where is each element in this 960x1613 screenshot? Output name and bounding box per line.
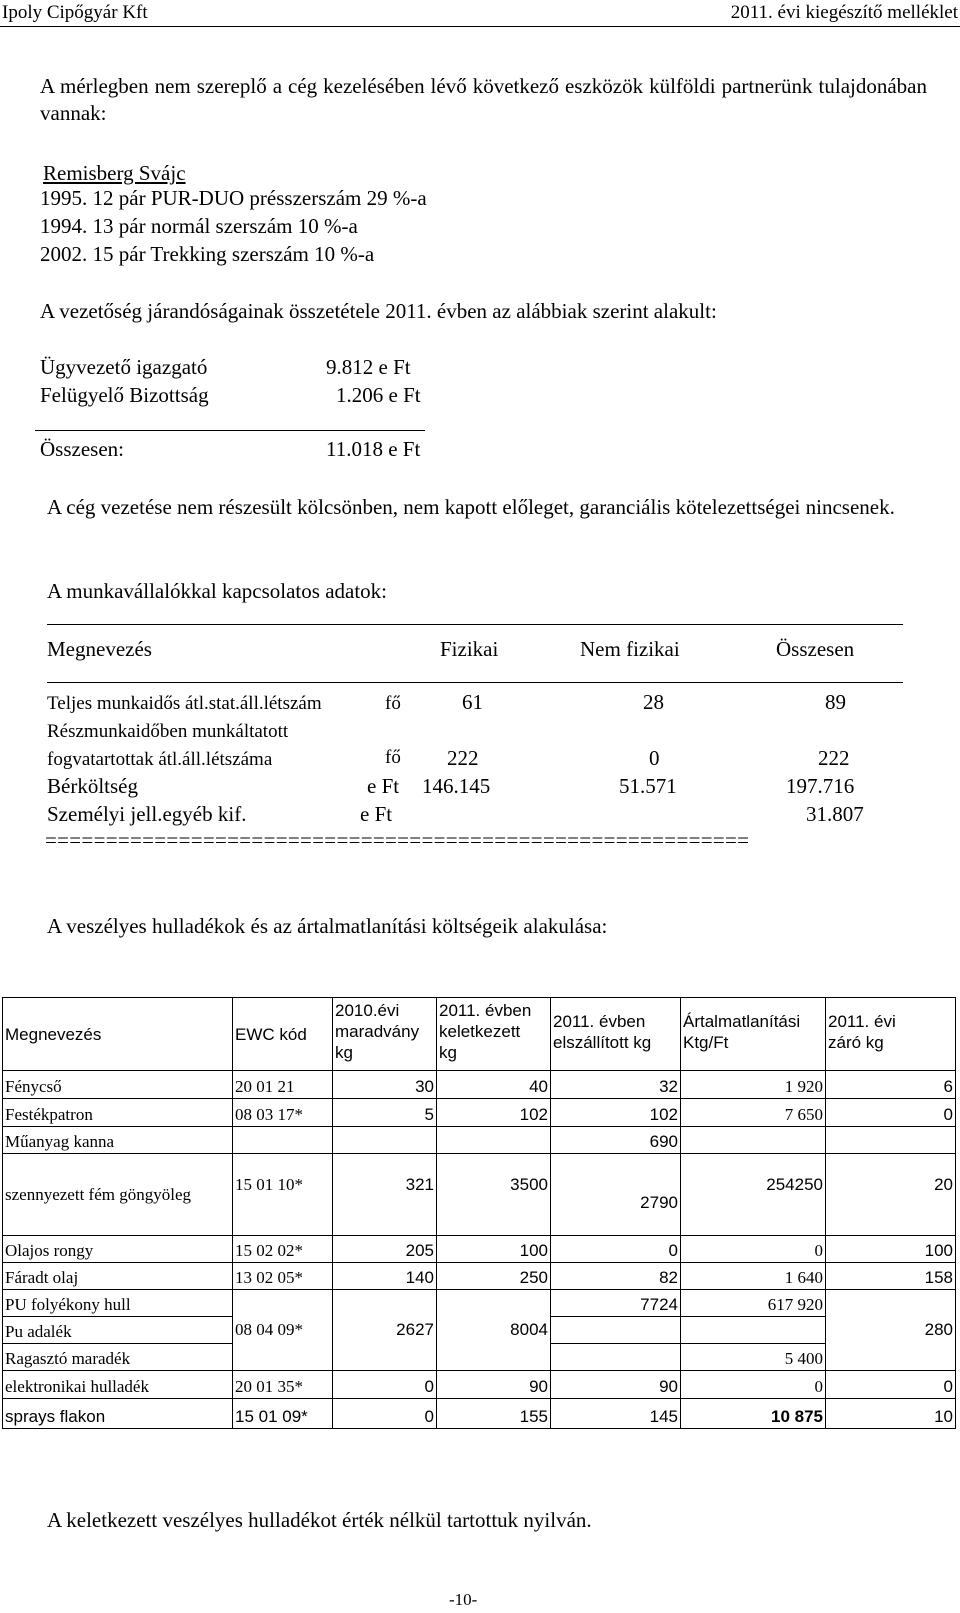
page-header — [0, 0, 960, 27]
th-line: keletkezett — [439, 1022, 521, 1041]
assets-owner: Remisberg Svájc — [43, 161, 186, 185]
table-row — [3, 1399, 956, 1429]
cell-gen: 3500 — [437, 1154, 551, 1236]
cell-rem: 321 — [333, 1154, 437, 1236]
employee-row-nem-fizikai: 51.571 — [619, 774, 677, 798]
th-gen2011 — [437, 998, 551, 1071]
asset-item: 1994. 13 pár normál szerszám 10 %-a — [40, 214, 358, 238]
cell-exp: 2790 — [551, 1154, 681, 1236]
asset-item: 1995. 12 pár PUR-DUO présszerszám 29 %-a — [40, 186, 427, 210]
table-row — [3, 1371, 956, 1399]
remuneration-total-label: Összesen: — [40, 437, 124, 461]
table-header-row — [3, 998, 956, 1071]
cell-ewc: 08 03 17* — [233, 1099, 333, 1127]
employee-row-osszesen: 31.807 — [806, 802, 864, 826]
employees-top-rule — [47, 624, 903, 625]
employee-row-fizikai: 146.145 — [422, 774, 491, 798]
cell-ewc: 15 01 09* — [233, 1399, 333, 1429]
cell-cost: 10 875 — [681, 1399, 826, 1429]
remuneration-value: 1.206 e Ft — [336, 383, 421, 407]
cell-rem: 0 — [333, 1371, 437, 1399]
remuneration-label: Ügyvezető igazgató — [40, 355, 208, 379]
cell-name: Fáradt olaj — [3, 1263, 233, 1290]
cell-exp: 90 — [551, 1371, 681, 1399]
cell-exp: 0 — [551, 1236, 681, 1263]
table-row — [3, 1099, 956, 1127]
cell-close: 280 — [826, 1290, 956, 1371]
employee-row-fizikai: 61 — [462, 690, 483, 714]
th-line: 2011. évben — [553, 1012, 646, 1031]
employee-row-label-line1: Részmunkaidőben munkáltatott — [47, 721, 289, 742]
cell-name: Festékpatron — [3, 1099, 233, 1127]
cell-name: Műanyag kanna — [3, 1127, 233, 1154]
waste-table — [2, 997, 956, 1429]
cell-gen: 8004 — [437, 1290, 551, 1371]
cell-rem — [333, 1127, 437, 1154]
employee-row-osszesen: 197.716 — [786, 774, 855, 798]
col-header-fizikai: Fizikai — [440, 637, 499, 661]
document-title: 2011. évi kiegészítő melléklet — [730, 2, 958, 23]
cell-gen — [437, 1127, 551, 1154]
cell-cost: 7 650 — [681, 1099, 826, 1127]
cell-close — [826, 1127, 956, 1154]
cell-close: 0 — [826, 1099, 956, 1127]
th-line: maradvány — [335, 1022, 420, 1041]
cell-name: Olajos rongy — [3, 1236, 233, 1263]
cell-cost: 617 920 — [681, 1290, 826, 1317]
cell-exp: 145 — [551, 1399, 681, 1429]
loans-text: A cég vezetése nem részesült kölcsönben, nem kapott előleget, garanciális kötelezettségei nincsenek. — [47, 495, 895, 519]
employee-row-label: Bérköltség — [47, 774, 138, 798]
double-line-separator: ========================================================== — [45, 828, 750, 852]
cell-gen: 90 — [437, 1371, 551, 1399]
cell-name: szennyezett fém göngyöleg — [3, 1154, 233, 1236]
assets-intro: A mérlegben nem szereplő a cég kezelésében lévő következő eszközök külföldi partnerünk tulajdonában vannak: — [40, 74, 927, 125]
cell-name: PU folyékony hull — [3, 1290, 233, 1317]
th-line: Ártalmatlanítási — [683, 1012, 801, 1031]
cell-gen: 155 — [437, 1399, 551, 1429]
cell-name: Ragasztó maradék — [3, 1344, 233, 1371]
cell-name: Pu adalék — [3, 1317, 233, 1344]
col-header-nem-fizikai: Nem fizikai — [580, 637, 680, 661]
cell-rem: 0 — [333, 1399, 437, 1429]
cell-name: elektronikai hulladék — [3, 1371, 233, 1399]
cell-ewc: 08 04 09* — [233, 1290, 333, 1371]
cell-cost: 0 — [681, 1236, 826, 1263]
waste-title: A veszélyes hulladékok és az ártalmatlanítási költségeik alakulása: — [47, 914, 608, 938]
cell-cost: 0 — [681, 1371, 826, 1399]
employee-row-unit: fő — [385, 693, 401, 714]
cell-exp: 7724 — [551, 1290, 681, 1317]
cell-exp — [551, 1344, 681, 1371]
cell-close: 100 — [826, 1236, 956, 1263]
closing-text: A keletkezett veszélyes hulladékot érték nélkül tartottuk nyilván. — [47, 1508, 592, 1532]
cell-close: 6 — [826, 1071, 956, 1099]
cell-close: 10 — [826, 1399, 956, 1429]
cell-ewc — [233, 1127, 333, 1154]
th-cost — [681, 998, 826, 1071]
col-header-osszesen: Összesen — [776, 637, 855, 661]
cell-exp: 32 — [551, 1071, 681, 1099]
th-line: 2010.évi — [335, 1001, 400, 1020]
remuneration-total-value: 11.018 e Ft — [326, 437, 421, 461]
remuneration-intro: A vezetőség járandóságainak összetétele 2011. évben az alábbiak szerint alakult: — [40, 299, 717, 323]
table-row — [3, 1290, 956, 1317]
th-line: elszállított kg — [553, 1033, 652, 1052]
cell-gen: 250 — [437, 1263, 551, 1290]
th-line: 2011. évi — [828, 1012, 896, 1031]
cell-cost — [681, 1317, 826, 1344]
cell-rem: 205 — [333, 1236, 437, 1263]
cell-close: 0 — [826, 1371, 956, 1399]
remuneration-label: Felügyelő Bizottság — [40, 383, 209, 407]
cell-exp: 82 — [551, 1263, 681, 1290]
employee-row-label: fogvatartottak átl.áll.létszáma — [47, 749, 273, 770]
company-name: Ipoly Cipőgyár Kft — [2, 2, 148, 23]
cell-ewc: 20 01 35* — [233, 1371, 333, 1399]
cell-ewc: 15 02 02* — [233, 1236, 333, 1263]
th-ewc: EWC kód — [233, 998, 333, 1071]
employee-row-osszesen: 222 — [818, 746, 850, 770]
employee-row-unit: fő — [385, 747, 401, 768]
cell-ewc: 20 01 21 — [233, 1071, 333, 1099]
th-line: záró kg — [828, 1033, 884, 1052]
table-row — [3, 1154, 956, 1236]
table-row — [3, 1071, 956, 1099]
table-row — [3, 1236, 956, 1263]
cell-gen: 102 — [437, 1099, 551, 1127]
th-name: Megnevezés — [3, 998, 233, 1071]
table-row — [3, 1263, 956, 1290]
th-close2011 — [826, 998, 956, 1071]
cell-name: sprays flakon — [3, 1399, 233, 1429]
asset-item: 2002. 15 pár Trekking szerszám 10 %-a — [40, 242, 375, 266]
total-divider — [35, 430, 425, 431]
cell-cost: 5 400 — [681, 1344, 826, 1371]
cell-rem: 30 — [333, 1071, 437, 1099]
employee-row-osszesen: 89 — [825, 690, 846, 714]
employee-row-label: Személyi jell.egyéb kif. — [47, 802, 247, 826]
employee-row-nem-fizikai: 0 — [649, 746, 660, 770]
th-line: Ktg/Ft — [683, 1033, 729, 1052]
cell-ewc: 15 01 10* — [233, 1154, 333, 1236]
th-line: kg — [439, 1043, 457, 1062]
cell-cost — [681, 1127, 826, 1154]
employee-row-nem-fizikai: 28 — [643, 690, 664, 714]
employee-row-unit: e Ft — [360, 802, 393, 826]
cell-gen: 100 — [437, 1236, 551, 1263]
remuneration-value: 9.812 e Ft — [326, 355, 411, 379]
cell-rem: 2627 — [333, 1290, 437, 1371]
cell-cost: 254250 — [681, 1154, 826, 1236]
cell-rem: 140 — [333, 1263, 437, 1290]
th-exp2011 — [551, 998, 681, 1071]
table-row — [3, 1127, 956, 1154]
col-header-megnevezes: Megnevezés — [47, 637, 152, 661]
cell-gen: 40 — [437, 1071, 551, 1099]
cell-ewc: 13 02 05* — [233, 1263, 333, 1290]
cell-exp — [551, 1317, 681, 1344]
cell-cost: 1 920 — [681, 1071, 826, 1099]
page-number: -10- — [449, 1590, 478, 1609]
employees-title: A munkavállalókkal kapcsolatos adatok: — [47, 579, 387, 603]
th-line: kg — [335, 1043, 353, 1062]
cell-exp: 102 — [551, 1099, 681, 1127]
employee-row-label: Teljes munkaidős átl.stat.áll.létszám — [47, 693, 322, 714]
th-rem2010 — [333, 998, 437, 1071]
cell-cost: 1 640 — [681, 1263, 826, 1290]
employee-row-unit: e Ft — [367, 774, 400, 798]
th-line: 2011. évben — [439, 1001, 532, 1020]
cell-name: Fénycső — [3, 1071, 233, 1099]
cell-rem: 5 — [333, 1099, 437, 1127]
cell-exp: 690 — [551, 1127, 681, 1154]
employees-header-rule — [47, 682, 903, 683]
cell-close: 20 — [826, 1154, 956, 1236]
employee-row-fizikai: 222 — [447, 746, 479, 770]
cell-close: 158 — [826, 1263, 956, 1290]
